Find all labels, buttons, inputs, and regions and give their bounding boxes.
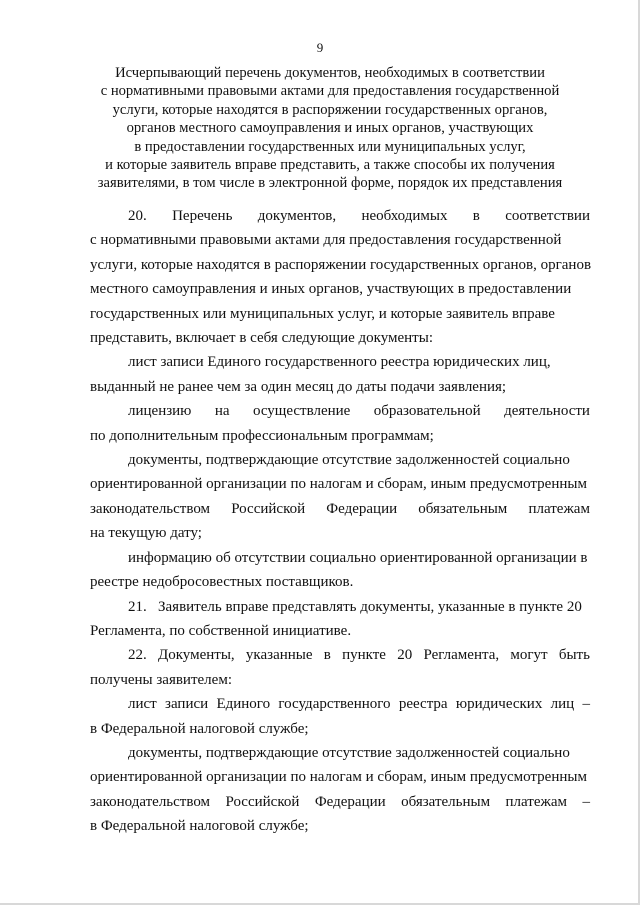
text-line: получены заявителем: [90,671,232,688]
word: реестра [398,696,448,713]
word: обязательным [401,793,491,810]
word: государственного [278,696,391,713]
justified-line [90,643,590,667]
word: 20. [128,208,147,224]
heading-line: органов местного самоуправления и иных органов, участвующих [126,120,534,137]
list-item-no-debts-source [90,741,590,839]
paragraph-21 [90,595,590,644]
heading-line: услуги, которые находятся в распоряжении государственных органов, [112,101,548,118]
word: – [582,696,590,713]
text-line: по дополнительным профессиональным программам; [90,427,434,444]
word: Перечень [172,208,233,224]
heading-line: заявителями, в том числе в электронной форме, порядок их представления [97,175,563,192]
text-line: государственных или муниципальных услуг, и которые заявитель вправе [90,305,555,322]
word: могут [510,647,548,664]
justified-line [90,692,590,716]
list-item-license [90,399,590,448]
word: законодательством [90,793,211,810]
word: Российской [225,793,300,810]
justified-line [90,790,590,814]
text-line: представить, включает в себя следующие документы: [90,330,433,347]
list-item-egrul-source [90,692,590,741]
text-line: 21. Заявитель вправе представлять документы, указанные в пункте 20 [128,598,582,615]
word: записи [165,696,209,713]
heading-line: и которые заявитель вправе представить, а также способы их получения [105,157,555,174]
word: деятельности [504,403,590,420]
text-line: местного самоуправления и иных органов, участвующих в предоставлении [90,281,572,298]
text-line: документы, подтверждающие отсутствие задолженностей социально [128,452,570,469]
word: лицензию [128,403,192,420]
word: указанные [245,647,313,664]
word: пункте [342,647,386,664]
word: 22. [128,647,147,664]
text-line: с нормативными правовыми актами для предоставления государственной [90,232,562,249]
text-line: выданный не ранее чем за один месяц до даты подачи заявления; [90,378,507,395]
word: законодательством [90,500,211,517]
word: лиц [550,696,575,713]
word: Федерации [326,500,398,517]
word: платежам [505,793,568,810]
word: юридических [455,696,543,713]
word: Единого [216,696,271,713]
word: Документы, [158,647,235,664]
justified-line [90,204,590,228]
text-line: в Федеральной налоговой службе; [90,818,309,835]
text-line: услуги, которые находятся в распоряжении государственных органов, органов [90,256,592,273]
word: соответствии [505,208,590,224]
word: Регламента, [423,647,500,664]
heading-line: с нормативными правовыми актами для предоставления государственной [100,83,560,100]
text-line: информацию об отсутствии социально ориентированной организации в [128,549,588,566]
word: – [582,793,590,810]
paragraph-20 [90,204,590,350]
text-line: на текущую дату; [90,525,202,542]
word: Федерации [314,793,386,810]
word: в [323,647,331,664]
justified-line [90,497,590,521]
word: платежам [528,500,590,517]
paragraph-22 [90,643,590,692]
word: документов, [257,208,337,224]
heading-line: в предоставлении государственных или муниципальных услуг, [134,138,526,155]
word: обязательным [418,500,508,517]
word: Российской [231,500,306,517]
word: образовательной [373,403,481,420]
page-number: 9 [316,40,324,55]
text-line: в Федеральной налоговой службе; [90,720,309,737]
word: быть [558,647,590,664]
word: 20 [397,647,413,664]
list-item-registry [90,546,590,595]
list-item-no-debts [90,448,590,546]
word: лист [128,696,157,713]
list-item-egrul [90,350,590,399]
word: на [214,403,230,420]
text-line: ориентированной организации по налогам и сборам, иным предусмотренным [90,476,587,493]
section-heading [80,64,580,193]
text-line: реестре недобросовестных поставщиков. [90,574,354,591]
heading-line: Исчерпывающий перечень документов, необходимых в соответствии [115,65,545,81]
text-line: Регламента, по собственной инициативе. [90,622,352,639]
text-line: ориентированной организации по налогам и сборам, иным предусмотренным [90,769,587,786]
document-body [90,204,590,839]
word: осуществление [252,403,351,420]
word: в [472,208,480,224]
word: необходимых [361,208,448,224]
text-line: документы, подтверждающие отсутствие задолженностей социально [128,744,570,761]
justified-line [90,399,590,423]
text-line: лист записи Единого государственного реестра юридических лиц, [128,354,551,371]
